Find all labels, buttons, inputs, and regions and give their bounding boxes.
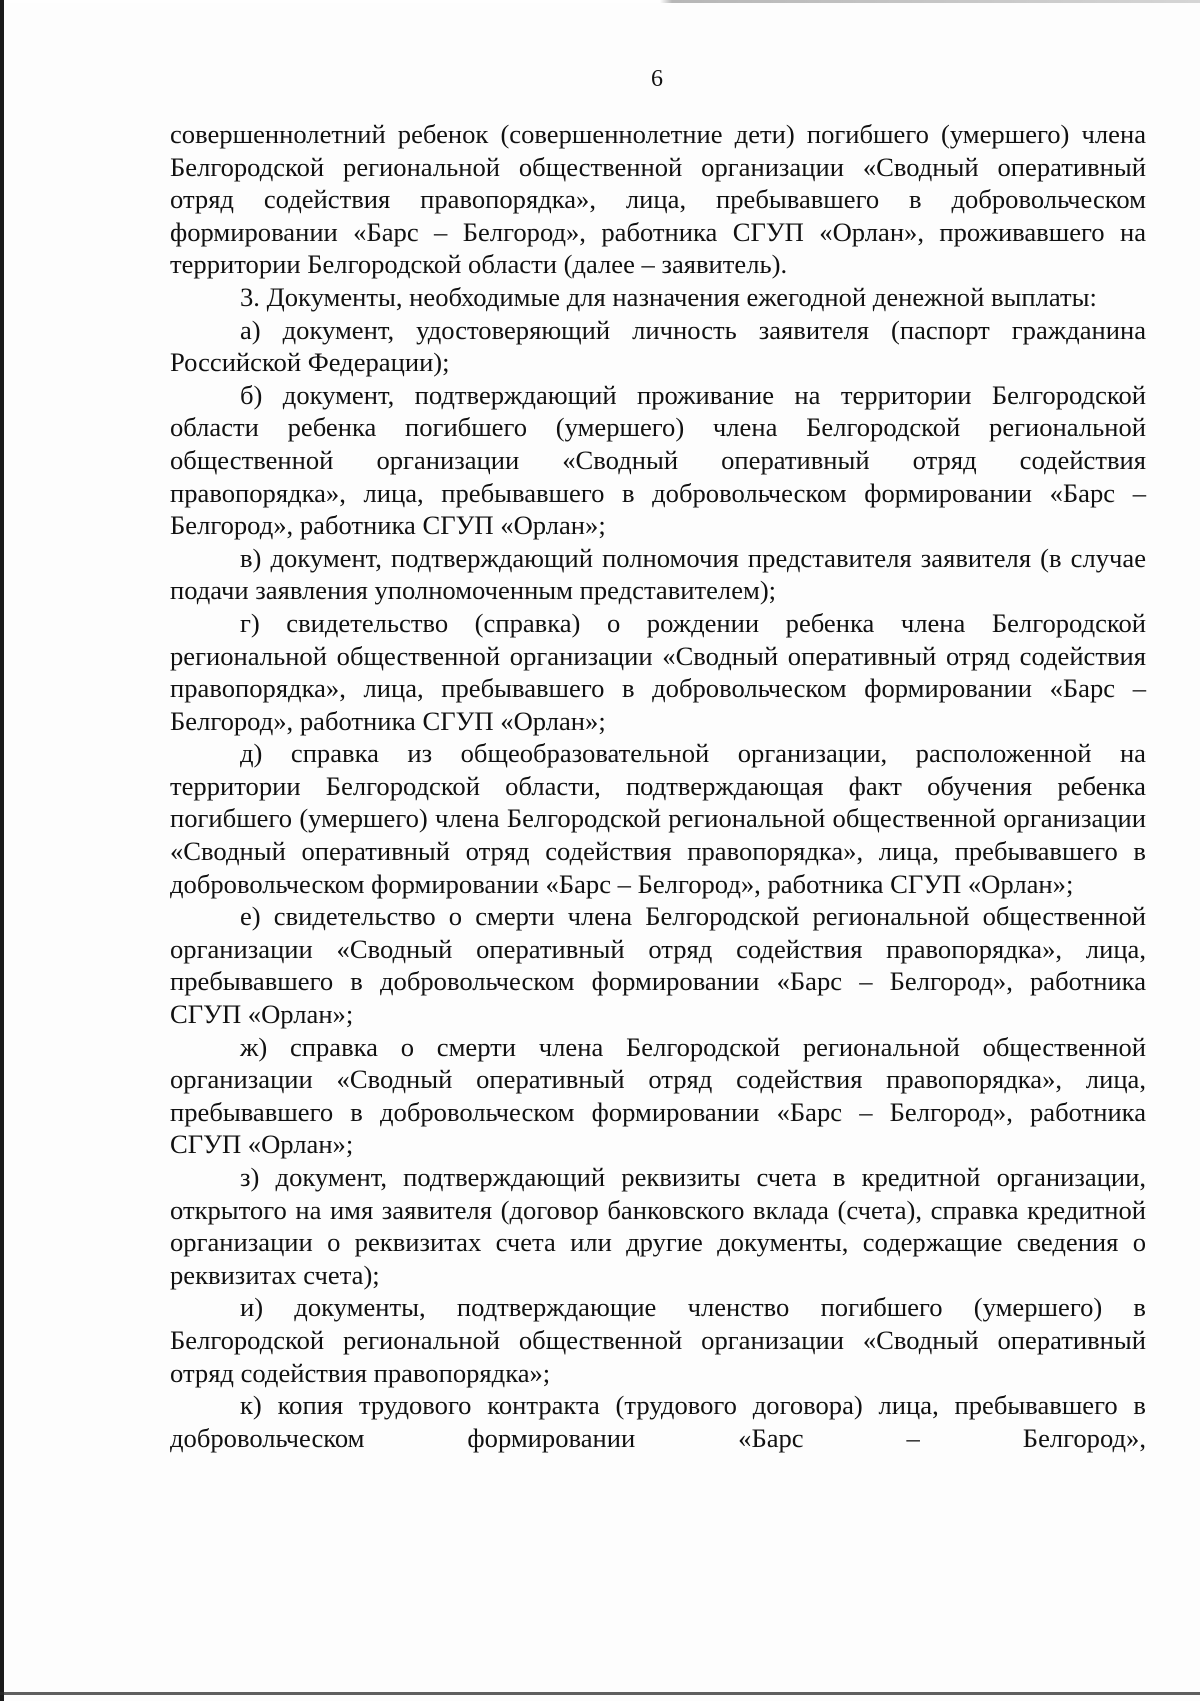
page-number: 6 xyxy=(651,66,663,92)
scan-edge-top xyxy=(0,0,1200,3)
list-item-g: г) свидетельство (справка) о рождении ребенка члена Белгородской региональной общественной организации «Сводный оперативный отряд содействия правопорядка», лица, пребывавшего в добровольческом формировании «Барс – Белгород», работника СГУП «Орлан»; xyxy=(170,607,1146,736)
document-body xyxy=(170,118,1146,1454)
list-item-z: з) документ, подтверждающий реквизиты счета в кредитной организации, открытого на имя заявителя (договор банковского вклада (счета), справка кредитной организации о реквизитах счета или другие документы, содержащие сведения о реквизитах счета); xyxy=(170,1162,1146,1290)
list-item-a: а) документ, удостоверяющий личность заявителя (паспорт гражданина Российской Федерации); xyxy=(170,314,1146,378)
list-item-i: и) документы, подтверждающие членство погибшего (умершего) в Белгородской региональной общественной организации «Сводный оперативный отряд содействия правопорядка»; xyxy=(170,1292,1146,1388)
scan-edge-bottom xyxy=(0,1692,1200,1695)
paragraph-continuation: совершеннолетний ребенок (совершеннолетние дети) погибшего (умершего) члена Белгородской региональной общественной организации «Сводный оперативный отряд содействия правопорядка», лица, пребывавшего в добровольческом формировании «Барс – Белгород», работника СГУП «Орлан», проживавшего на территории Белгородской области (далее – заявитель). xyxy=(170,119,1146,280)
list-item-v: в) документ, подтверждающий полномочия представителя заявителя (в случае подачи заявления уполномоченным представителем); xyxy=(170,542,1146,606)
scan-edge-left xyxy=(0,0,4,1701)
list-item-e: е) свидетельство о смерти члена Белгородской региональной общественной организации «Сводный оперативный отряд содействия правопорядка», лица, пребывавшего в добровольческом формировании «Барс – Белгород», работника СГУП «Орлан»; xyxy=(170,901,1146,1030)
list-item-k: к) копия трудового контракта (трудового договора) лица, пребывавшего в добровольческом формировании «Барс – Белгород», xyxy=(170,1390,1146,1453)
list-item-b: б) документ, подтверждающий проживание на территории Белгородской области ребенка погибшего (умершего) члена Белгородской региональной общественной организации «Сводный оперативный отряд содействия правопорядка», лица, пребывавшего в добровольческом формировании «Барс – Белгород», работника СГУП «Орлан»; xyxy=(170,379,1146,541)
list-item-zh: ж) справка о смерти члена Белгородской региональной общественной организации «Сводный оперативный отряд содействия правопорядка», лица, пребывавшего в добровольческом формировании «Барс – Белгород», работника СГУП «Орлан»; xyxy=(170,1031,1146,1160)
paragraph-clause-3: 3. Документы, необходимые для назначения ежегодной денежной выплаты: xyxy=(240,281,1097,312)
list-item-d: д) справка из общеобразовательной организации, расположенной на территории Белгородской области, подтверждающая факт обучения ребенка погибшего (умершего) члена Белгородской региональной общественной организации «Сводный оперативный отряд содействия правопорядка», лица, пребывавшего в добровольческом формировании «Барс – Белгород», работника СГУП «Орлан»; xyxy=(170,738,1146,899)
